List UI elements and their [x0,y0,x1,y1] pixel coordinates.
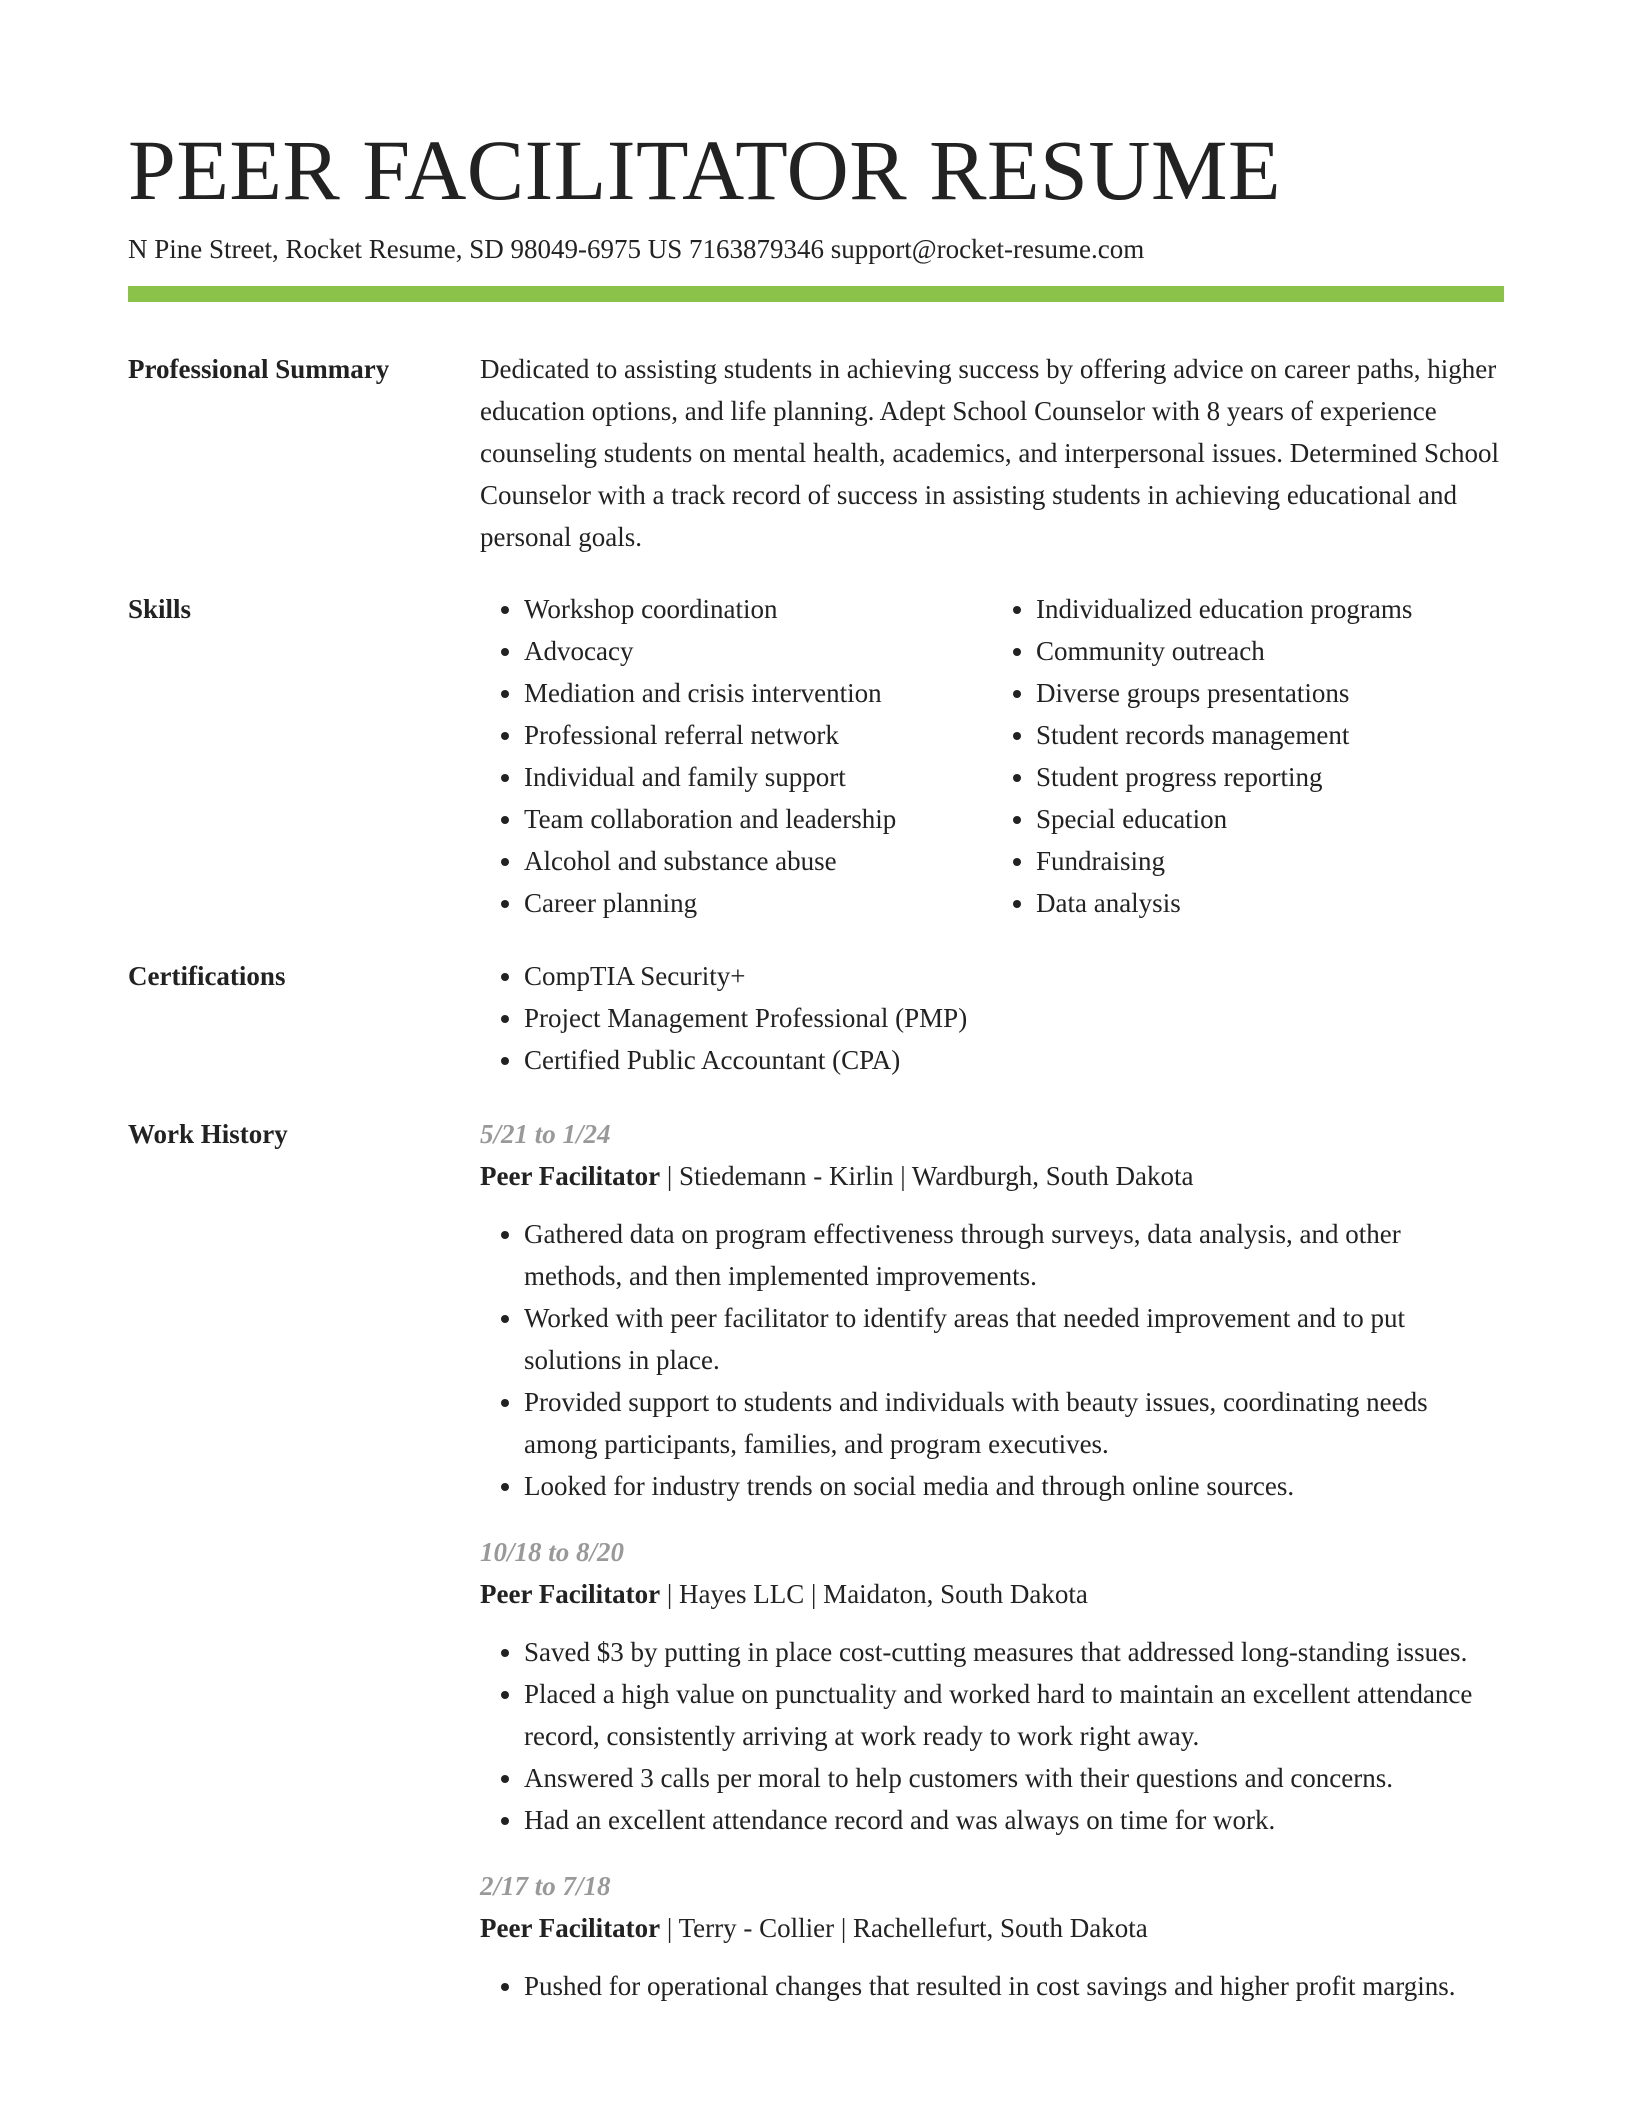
job-title: Peer Facilitator [480,1161,661,1191]
skill-item: • Fundraising [1036,840,1504,882]
certification-item: • CompTIA Security+ [524,955,1504,997]
job-entry [480,1531,1504,1841]
resume-title: PEER FACILITATOR RESUME [128,122,1281,218]
job-heading [480,1907,1504,1949]
skill-item: • Mediation and crisis intervention [524,672,992,714]
job-bullets [480,1631,1504,1841]
job-dates: 10/18 to 8/20 [480,1537,625,1567]
skill-item: • Student progress reporting [1036,756,1504,798]
skill-item: • Community outreach [1036,630,1504,672]
skill-item: • Professional referral network [524,714,992,756]
job-bullet: • Saved $3 by putting in place cost-cutting measures that addressed long-standing issues. [524,1631,1504,1673]
job-bullet: • Had an excellent attendance record and was always on time for work. [524,1799,1504,1841]
job-bullet: • Answered 3 calls per moral to help customers with their questions and concerns. [524,1757,1504,1799]
certifications-list [480,955,1504,1081]
job-dates: 2/17 to 7/18 [480,1871,611,1901]
summary-label: Professional Summary [128,354,390,384]
job-details: | Hayes LLC | Maidaton, South Dakota [660,1579,1088,1609]
summary-body [480,348,1504,558]
job-details: | Terry - Collier | Rachellefurt, South Dakota [660,1913,1148,1943]
job-title: Peer Facilitator [480,1579,661,1609]
job-bullets [480,1965,1504,2007]
job-bullet: • Looked for industry trends on social media and through online sources. [524,1465,1504,1507]
job-bullet: • Placed a high value on punctuality and worked hard to maintain an excellent attendance record, consistently arriving at work ready to work right away. [524,1673,1504,1757]
work-history-body [480,1113,1504,2031]
job-dates: 5/21 to 1/24 [480,1119,611,1149]
skill-item: • Individualized education programs [1036,588,1504,630]
skill-item: • Diverse groups presentations [1036,672,1504,714]
job-heading [480,1573,1504,1615]
summary-text: Dedicated to assisting students in achieving success by offering advice on career paths, higher education options, and life planning. Adept School Counselor with 8 years of experience counseling students on mental health, academics, and interpersonal issues. Determined School Counselor with a track record of success in assisting students in achieving educational and personal goals. [480,354,1499,552]
skills-list-left [480,588,992,924]
skill-item: • Advocacy [524,630,992,672]
skill-item: • Individual and family support [524,756,992,798]
certifications-label: Certifications [128,961,286,991]
job-bullet: • Worked with peer facilitator to identify areas that needed improvement and to put solutions in place. [524,1297,1504,1381]
contact-line: N Pine Street, Rocket Resume, SD 98049-6975 US 7163879346 support@rocket-resume.com [128,234,1145,264]
job-entry [480,1113,1504,1507]
job-bullet: • Gathered data on program effectiveness through surveys, data analysis, and other methods, and then implemented improvements. [524,1213,1504,1297]
skill-item: • Student records management [1036,714,1504,756]
job-details: | Stiedemann - Kirlin | Wardburgh, South Dakota [660,1161,1194,1191]
certifications-body [480,955,1504,1081]
job-heading [480,1155,1504,1197]
skill-item: • Special education [1036,798,1504,840]
skills-body [480,588,1504,924]
skills-label: Skills [128,594,192,624]
certification-item: • Certified Public Accountant (CPA) [524,1039,1504,1081]
job-bullets [480,1213,1504,1507]
skill-item: • Data analysis [1036,882,1504,924]
skill-item: • Workshop coordination [524,588,992,630]
skill-item: • Career planning [524,882,992,924]
skills-list-right [992,588,1504,924]
work-history-label: Work History [128,1119,288,1149]
skill-item: • Team collaboration and leadership [524,798,992,840]
job-entry [480,1865,1504,2007]
certification-item: • Project Management Professional (PMP) [524,997,1504,1039]
job-bullet: • Pushed for operational changes that resulted in cost savings and higher profit margins. [524,1965,1504,2007]
skill-item: • Alcohol and substance abuse [524,840,992,882]
job-title: Peer Facilitator [480,1913,661,1943]
job-bullet: • Provided support to students and individuals with beauty issues, coordinating needs among participants, families, and program executives. [524,1381,1504,1465]
accent-divider [128,286,1504,302]
